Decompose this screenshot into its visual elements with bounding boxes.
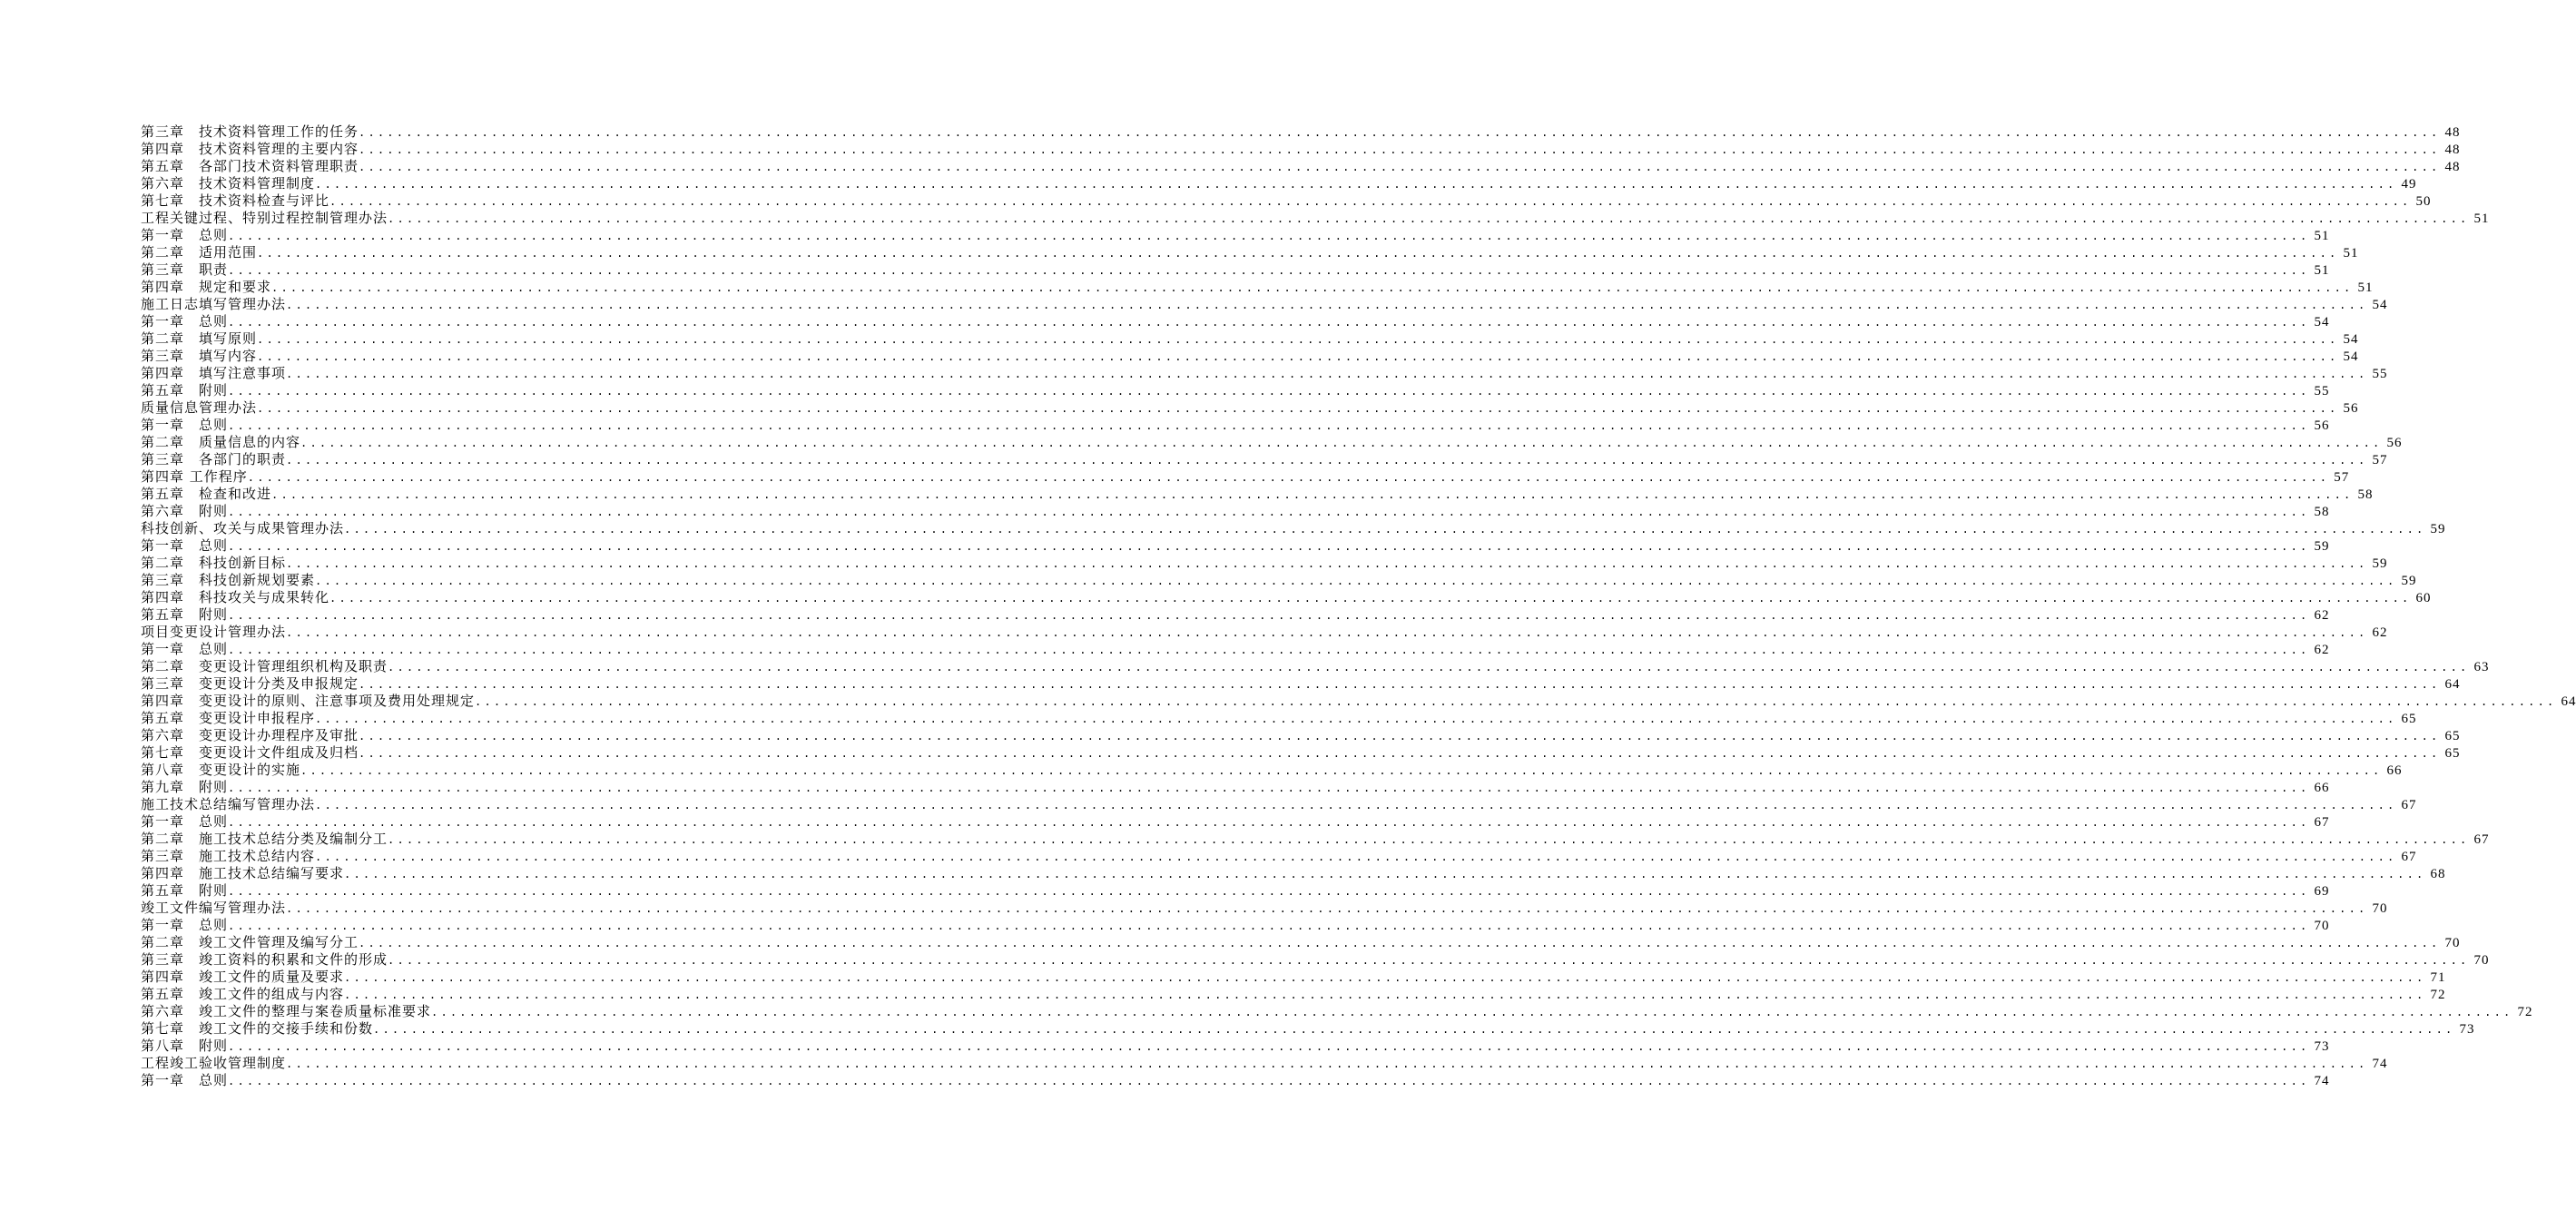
toc-entry-title: 第七章 技术资料检查与评比 (141, 192, 330, 209)
toc-entry-title: 第八章 附则 (141, 1038, 229, 1054)
toc-entry[interactable] (141, 1055, 2388, 1072)
toc-entry-page-number: 70 (2314, 919, 2330, 933)
toc-entry-title: 第三章 变更设计分类及申报规定 (141, 675, 359, 692)
toc-entry-page-number: 73 (2459, 1022, 2475, 1037)
toc-entry[interactable] (141, 192, 2432, 210)
dot-leader: ............................................................................................................................................................................................................................ (286, 299, 2368, 311)
dot-leader: ............................................................................................................................................................................................................................ (388, 833, 2470, 846)
toc-entry[interactable] (141, 848, 2417, 865)
toc-entry-title: 第六章 技术资料管理制度 (141, 175, 316, 192)
toc-entry-title: 第五章 附则 (141, 882, 229, 899)
toc-entry-page-number: 56 (2343, 401, 2359, 416)
toc-entry-title: 第三章 竣工资料的积累和文件的形成 (141, 951, 388, 968)
dot-leader: ............................................................................................................................................................................................................................ (286, 557, 2368, 570)
toc-entry[interactable] (141, 141, 2461, 158)
dot-leader: ............................................................................................................................................................................................................................ (228, 419, 2310, 432)
toc-entry-page-number: 70 (2444, 936, 2461, 950)
toc-entry-page-number: 70 (2372, 901, 2388, 916)
toc-entry-title: 第四章 规定和要求 (141, 279, 272, 295)
toc-entry[interactable] (141, 641, 2330, 658)
toc-entry-page-number: 62 (2372, 625, 2388, 640)
toc-entry-page-number: 60 (2415, 591, 2432, 605)
toc-entry[interactable] (141, 831, 2490, 848)
dot-leader: ............................................................................................................................................................................................................................ (359, 143, 2441, 156)
toc-entry-title: 第六章 竣工文件的整理与案卷质量标准要求 (141, 1003, 432, 1019)
toc-entry[interactable] (141, 572, 2417, 589)
toc-entry[interactable] (141, 468, 2350, 486)
toc-entry-page-number: 54 (2343, 349, 2359, 364)
toc-entry[interactable] (141, 296, 2388, 313)
toc-entry[interactable] (141, 175, 2417, 192)
toc-entry-title: 第七章 竣工文件的交接手续和份数 (141, 1020, 374, 1037)
dot-leader: ............................................................................................................................................................................................................................ (271, 281, 2354, 294)
dot-leader: ............................................................................................................................................................................................................................ (329, 195, 2412, 208)
dot-leader: ............................................................................................................................................................................................................................ (373, 1023, 2455, 1036)
toc-entry[interactable] (141, 1020, 2475, 1038)
toc-entry[interactable] (141, 693, 2576, 710)
toc-entry-page-number: 57 (2334, 470, 2350, 485)
toc-entry-title: 第四章 施工技术总结编写要求 (141, 865, 345, 881)
dot-leader: ............................................................................................................................................................................................................................ (257, 350, 2339, 363)
dot-leader: ............................................................................................................................................................................................................................ (257, 247, 2339, 260)
toc-entry[interactable] (141, 451, 2388, 468)
toc-entry-page-number: 67 (2401, 798, 2417, 812)
toc-entry-page-number: 56 (2386, 436, 2403, 450)
toc-entry-title: 项目变更设计管理办法 (141, 624, 287, 640)
toc-entry[interactable] (141, 796, 2417, 813)
toc-entry-title: 第五章 附则 (141, 382, 229, 398)
dot-leader: ............................................................................................................................................................................................................................ (359, 937, 2441, 949)
toc-entry-title: 第二章 变更设计管理组织机构及职责 (141, 658, 388, 674)
toc-entry-page-number: 51 (2343, 246, 2359, 261)
toc-entry-page-number: 59 (2314, 539, 2330, 554)
dot-leader: ............................................................................................................................................................................................................................ (228, 816, 2310, 829)
toc-entry-page-number: 54 (2314, 315, 2330, 330)
toc-entry-title: 第四章 变更设计的原则、注意事项及费用处理规定 (141, 693, 476, 709)
toc-entry-page-number: 51 (2473, 212, 2490, 226)
toc-entry-page-number: 68 (2430, 867, 2446, 881)
toc-entry-title: 第五章 竣工文件的组成与内容 (141, 986, 345, 1002)
toc-entry[interactable] (141, 917, 2330, 934)
toc-entry-title: 第三章 填写内容 (141, 348, 258, 364)
toc-entry[interactable] (141, 934, 2461, 951)
dot-leader: ............................................................................................................................................................................................................................ (388, 212, 2470, 225)
toc-entry-page-number: 70 (2473, 953, 2490, 968)
dot-leader: ............................................................................................................................................................................................................................ (228, 920, 2310, 932)
toc-entry-title: 第三章 职责 (141, 261, 229, 278)
toc-entry[interactable] (141, 882, 2330, 900)
dot-leader: ............................................................................................................................................................................................................................ (228, 316, 2310, 329)
dot-leader: ............................................................................................................................................................................................................................ (286, 1058, 2368, 1070)
toc-entry-page-number: 74 (2314, 1074, 2330, 1088)
dot-leader: ............................................................................................................................................................................................................................ (286, 454, 2368, 467)
toc-entry-title: 竣工文件编写管理办法 (141, 900, 287, 916)
dot-leader: ............................................................................................................................................................................................................................ (228, 609, 2310, 622)
toc-entry-title: 科技创新、攻关与成果管理办法 (141, 520, 345, 536)
toc-entry-page-number: 73 (2314, 1039, 2330, 1054)
dot-leader: ............................................................................................................................................................................................................................ (286, 368, 2368, 380)
toc-entry-title: 第二章 科技创新目标 (141, 555, 287, 571)
toc-entry-page-number: 65 (2444, 746, 2461, 761)
toc-entry-page-number: 67 (2401, 850, 2417, 864)
dot-leader: ............................................................................................................................................................................................................................ (286, 626, 2368, 639)
toc-entry-page-number: 57 (2372, 453, 2388, 467)
toc-entry-page-number: 48 (2444, 160, 2461, 174)
toc-entry-page-number: 67 (2473, 832, 2490, 847)
dot-leader: ............................................................................................................................................................................................................................ (315, 713, 2397, 725)
toc-entry[interactable] (141, 158, 2461, 175)
toc-entry[interactable] (141, 727, 2461, 744)
dot-leader: ............................................................................................................................................................................................................................ (228, 1040, 2310, 1053)
toc-entry-title: 第一章 总则 (141, 537, 229, 554)
dot-leader: ............................................................................................................................................................................................................................ (228, 644, 2310, 656)
toc-entry-page-number: 58 (2357, 487, 2374, 502)
toc-entry-title: 第五章 变更设计申报程序 (141, 710, 316, 726)
dot-leader: ............................................................................................................................................................................................................................ (228, 782, 2310, 794)
toc-entry[interactable] (141, 503, 2330, 520)
dot-leader: ............................................................................................................................................................................................................................ (228, 385, 2310, 398)
toc-entry-page-number: 54 (2372, 298, 2388, 312)
toc-entry-page-number: 74 (2372, 1057, 2388, 1071)
toc-entry-title: 第四章 填写注意事项 (141, 365, 287, 381)
toc-entry[interactable] (141, 434, 2403, 451)
toc-entry[interactable] (141, 675, 2461, 693)
toc-entry[interactable] (141, 382, 2330, 399)
toc-entry-title: 第一章 总则 (141, 417, 229, 433)
toc-entry[interactable] (141, 969, 2446, 986)
toc-entry[interactable] (141, 537, 2330, 555)
dot-leader: ............................................................................................................................................................................................................................ (475, 695, 2557, 708)
dot-leader: ............................................................................................................................................................................................................................ (388, 661, 2470, 674)
toc-entry[interactable] (141, 865, 2446, 882)
toc-entry-page-number: 67 (2314, 815, 2330, 830)
toc-entry-page-number: 66 (2386, 763, 2403, 778)
toc-entry-title: 第三章 施工技术总结内容 (141, 848, 316, 864)
toc-entry[interactable] (141, 900, 2388, 917)
toc-entry-title: 第二章 施工技术总结分类及编制分工 (141, 831, 388, 847)
toc-entry-page-number: 63 (2473, 660, 2490, 674)
toc-entry-page-number: 56 (2314, 418, 2330, 433)
toc-entry-title: 第一章 总则 (141, 1072, 229, 1088)
dot-leader: ............................................................................................................................................................................................................................ (344, 971, 2426, 984)
toc-entry-title: 第五章 附则 (141, 606, 229, 623)
dot-leader: ............................................................................................................................................................................................................................ (315, 178, 2397, 191)
toc-entry-title: 第三章 各部门的职责 (141, 451, 287, 467)
toc-entry-page-number: 64 (2444, 677, 2461, 692)
toc-entry[interactable] (141, 279, 2374, 296)
dot-leader: ............................................................................................................................................................................................................................ (329, 592, 2412, 605)
toc-entry-title: 第五章 各部门技术资料管理职责 (141, 158, 359, 174)
dot-leader: ............................................................................................................................................................................................................................ (286, 902, 2368, 915)
dot-leader: ............................................................................................................................................................................................................................ (431, 1006, 2513, 1018)
toc-entry-title: 第二章 质量信息的内容 (141, 434, 301, 450)
toc-entry-title: 第六章 变更设计办理程序及审批 (141, 727, 359, 743)
toc-entry-page-number: 69 (2314, 884, 2330, 899)
toc-entry-page-number: 48 (2444, 143, 2461, 157)
toc-entry[interactable] (141, 624, 2388, 641)
dot-leader: ............................................................................................................................................................................................................................ (315, 851, 2397, 863)
toc-entry[interactable] (141, 399, 2359, 417)
toc-entry[interactable] (141, 227, 2330, 244)
toc-entry-title: 第四章 科技攻关与成果转化 (141, 589, 330, 605)
dot-leader: ............................................................................................................................................................................................................................ (228, 885, 2310, 898)
toc-entry[interactable] (141, 123, 2461, 141)
toc-entry-title: 施工日志填写管理办法 (141, 296, 287, 312)
toc-entry[interactable] (141, 348, 2359, 365)
toc-entry-page-number: 66 (2314, 781, 2330, 795)
toc-entry-page-number: 59 (2401, 574, 2417, 588)
toc-entry-title: 第七章 变更设计文件组成及归档 (141, 744, 359, 761)
dot-leader: ............................................................................................................................................................................................................................ (257, 402, 2339, 415)
toc-entry-page-number: 50 (2415, 194, 2432, 209)
toc-entry[interactable] (141, 779, 2330, 796)
toc-entry-page-number: 59 (2372, 556, 2388, 571)
toc-entry-title: 第二章 填写原则 (141, 330, 258, 347)
toc-entry-title: 第一章 总则 (141, 227, 229, 243)
toc-entry[interactable] (141, 1003, 2533, 1020)
dot-leader: ............................................................................................................................................................................................................................ (257, 333, 2339, 346)
toc-entry-page-number: 58 (2314, 505, 2330, 519)
dot-leader: ............................................................................................................................................................................................................................ (315, 799, 2397, 812)
dot-leader: ............................................................................................................................................................................................................................ (359, 747, 2441, 760)
toc-entry[interactable] (141, 986, 2446, 1003)
dot-leader: ............................................................................................................................................................................................................................ (344, 868, 2426, 881)
toc-entry-page-number: 55 (2372, 367, 2388, 381)
toc-entry[interactable] (141, 744, 2461, 762)
toc-entry[interactable] (141, 951, 2490, 969)
toc-entry[interactable] (141, 1038, 2330, 1055)
dot-leader: ............................................................................................................................................................................................................................ (228, 1075, 2310, 1087)
toc-entry-page-number: 65 (2444, 729, 2461, 743)
toc-entry-title: 第四章 技术资料管理的主要内容 (141, 141, 359, 157)
dot-leader: ............................................................................................................................................................................................................................ (359, 730, 2441, 743)
toc-entry[interactable] (141, 1072, 2330, 1089)
toc-entry-title: 第四章 竣工文件的质量及要求 (141, 969, 345, 985)
toc-entry-page-number: 54 (2343, 332, 2359, 347)
toc-entry-page-number: 51 (2314, 229, 2330, 243)
toc-entry-page-number: 55 (2314, 384, 2330, 398)
toc-entry-title: 第一章 总则 (141, 313, 229, 330)
toc-entry[interactable] (141, 555, 2388, 572)
toc-entry[interactable] (141, 606, 2330, 624)
toc-entry-title: 施工技术总结编写管理办法 (141, 796, 316, 812)
toc-entry-title: 工程竣工验收管理制度 (141, 1055, 287, 1071)
toc-entry-page-number: 51 (2314, 263, 2330, 278)
toc-entry[interactable] (141, 710, 2417, 727)
toc-entry-title: 第一章 总则 (141, 641, 229, 657)
dot-leader: ............................................................................................................................................................................................................................ (359, 161, 2441, 173)
toc-entry-page-number: 72 (2430, 988, 2446, 1002)
dot-leader: ............................................................................................................................................................................................................................ (359, 678, 2441, 691)
toc-entry[interactable] (141, 417, 2330, 434)
toc-entry[interactable] (141, 244, 2359, 261)
toc-entry[interactable] (141, 813, 2330, 831)
toc-entry-page-number: 49 (2401, 177, 2417, 192)
toc-entry-page-number: 48 (2444, 125, 2461, 140)
dot-leader: ............................................................................................................................................................................................................................ (228, 540, 2310, 553)
dot-leader: ............................................................................................................................................................................................................................ (228, 230, 2310, 242)
dot-leader: ............................................................................................................................................................................................................................ (344, 989, 2426, 1001)
dot-leader: ............................................................................................................................................................................................................................ (300, 437, 2383, 449)
dot-leader: ............................................................................................................................................................................................................................ (271, 488, 2354, 501)
toc-entry-title: 第一章 总则 (141, 813, 229, 830)
toc-entry-page-number: 64 (2561, 694, 2576, 709)
toc-entry-title: 第八章 变更设计的实施 (141, 762, 301, 778)
toc-entry[interactable] (141, 486, 2374, 503)
toc-entry-title: 质量信息管理办法 (141, 399, 258, 416)
toc-entry-page-number: 72 (2517, 1005, 2533, 1019)
toc-entry-page-number: 71 (2430, 970, 2446, 985)
toc-entry[interactable] (141, 762, 2403, 779)
toc-entry-title: 第五章 检查和改进 (141, 486, 272, 502)
toc-entry-page-number: 62 (2314, 643, 2330, 657)
toc-entry[interactable] (141, 330, 2359, 348)
toc-entry-page-number: 65 (2401, 712, 2417, 726)
toc-entry-page-number: 62 (2314, 608, 2330, 623)
toc-entry[interactable] (141, 520, 2446, 537)
table-of-contents (141, 123, 2576, 1089)
toc-entry[interactable] (141, 210, 2490, 227)
dot-leader: ............................................................................................................................................................................................................................ (388, 954, 2470, 967)
toc-entry-title: 工程关键过程、特别过程控制管理办法 (141, 210, 388, 226)
dot-leader: ............................................................................................................................................................................................................................ (300, 764, 2383, 777)
toc-entry-title: 第二章 竣工文件管理及编写分工 (141, 934, 359, 950)
dot-leader: ............................................................................................................................................................................................................................ (247, 471, 2330, 484)
toc-entry-title: 第三章 技术资料管理工作的任务 (141, 123, 359, 140)
toc-entry[interactable] (141, 365, 2388, 382)
toc-entry[interactable] (141, 658, 2490, 675)
dot-leader: ............................................................................................................................................................................................................................ (228, 506, 2310, 518)
toc-entry-title: 第二章 适用范围 (141, 244, 258, 261)
toc-entry-page-number: 59 (2430, 522, 2446, 536)
toc-entry[interactable] (141, 589, 2432, 606)
dot-leader: ............................................................................................................................................................................................................................ (359, 126, 2441, 139)
toc-entry-title: 第九章 附则 (141, 779, 229, 795)
toc-entry-title: 第四章 工作程序 (141, 468, 248, 485)
dot-leader: ............................................................................................................................................................................................................................ (344, 523, 2426, 536)
toc-entry[interactable] (141, 313, 2330, 330)
toc-entry-page-number: 51 (2357, 280, 2374, 295)
toc-entry-title: 第一章 总则 (141, 917, 229, 933)
toc-entry-title: 第六章 附则 (141, 503, 229, 519)
dot-leader: ............................................................................................................................................................................................................................ (315, 575, 2397, 587)
dot-leader: ............................................................................................................................................................................................................................ (228, 264, 2310, 277)
toc-entry[interactable] (141, 261, 2330, 279)
toc-entry-title: 第三章 科技创新规划要素 (141, 572, 316, 588)
